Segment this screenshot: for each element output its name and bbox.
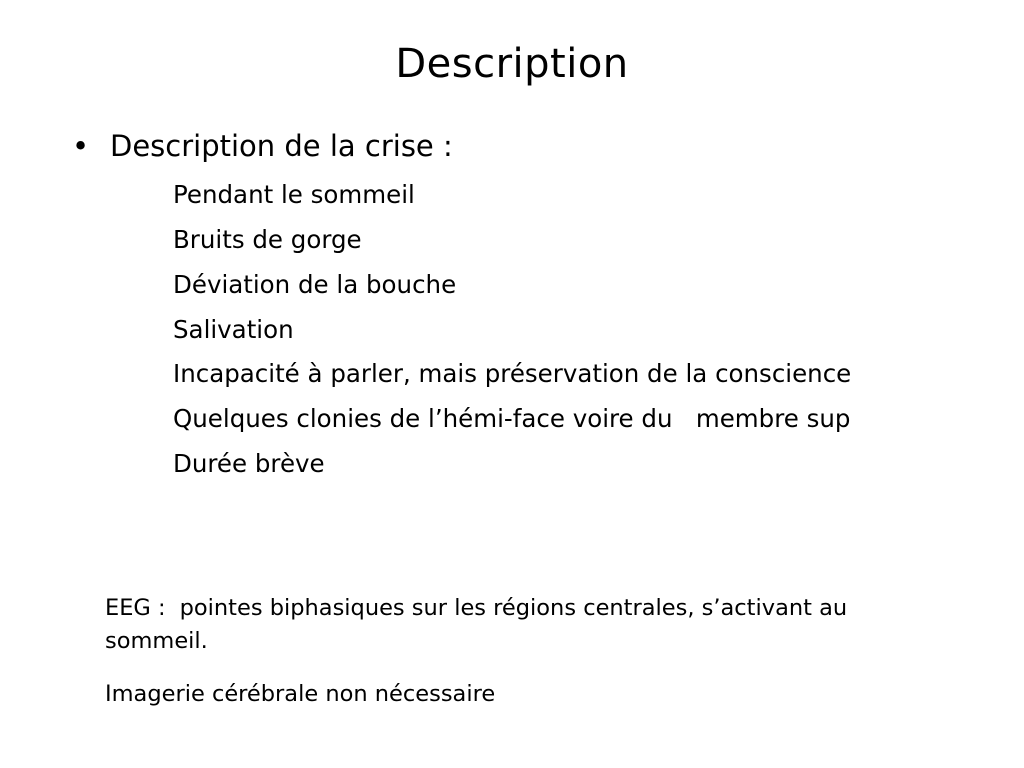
slide-title: Description [395, 41, 629, 87]
bullet-marker: • [72, 129, 90, 163]
bullet-heading-text: Description de la crise : [110, 129, 453, 163]
list-item: Pendant le sommeil [173, 180, 415, 209]
crisis-description-list [173, 176, 1013, 490]
imaging-note: Imagerie cérébrale non nécessaire [105, 681, 496, 707]
list-item: Salivation [173, 315, 294, 344]
list-item: Quelques clonies de l’hémi-face voire du membre sup [173, 404, 851, 433]
eeg-text: pointes biphasiques sur les régions centrales, s’activant au sommeil. [105, 595, 848, 654]
list-item: Incapacité à parler, mais préservation de la conscience [173, 359, 852, 388]
list-item: Durée brève [173, 449, 325, 478]
list-item: Bruits de gorge [173, 225, 362, 254]
eeg-label: EEG : [105, 595, 166, 621]
list-item: Déviation de la bouche [173, 270, 457, 299]
eeg-note [105, 592, 955, 658]
bullet-heading [72, 128, 453, 164]
